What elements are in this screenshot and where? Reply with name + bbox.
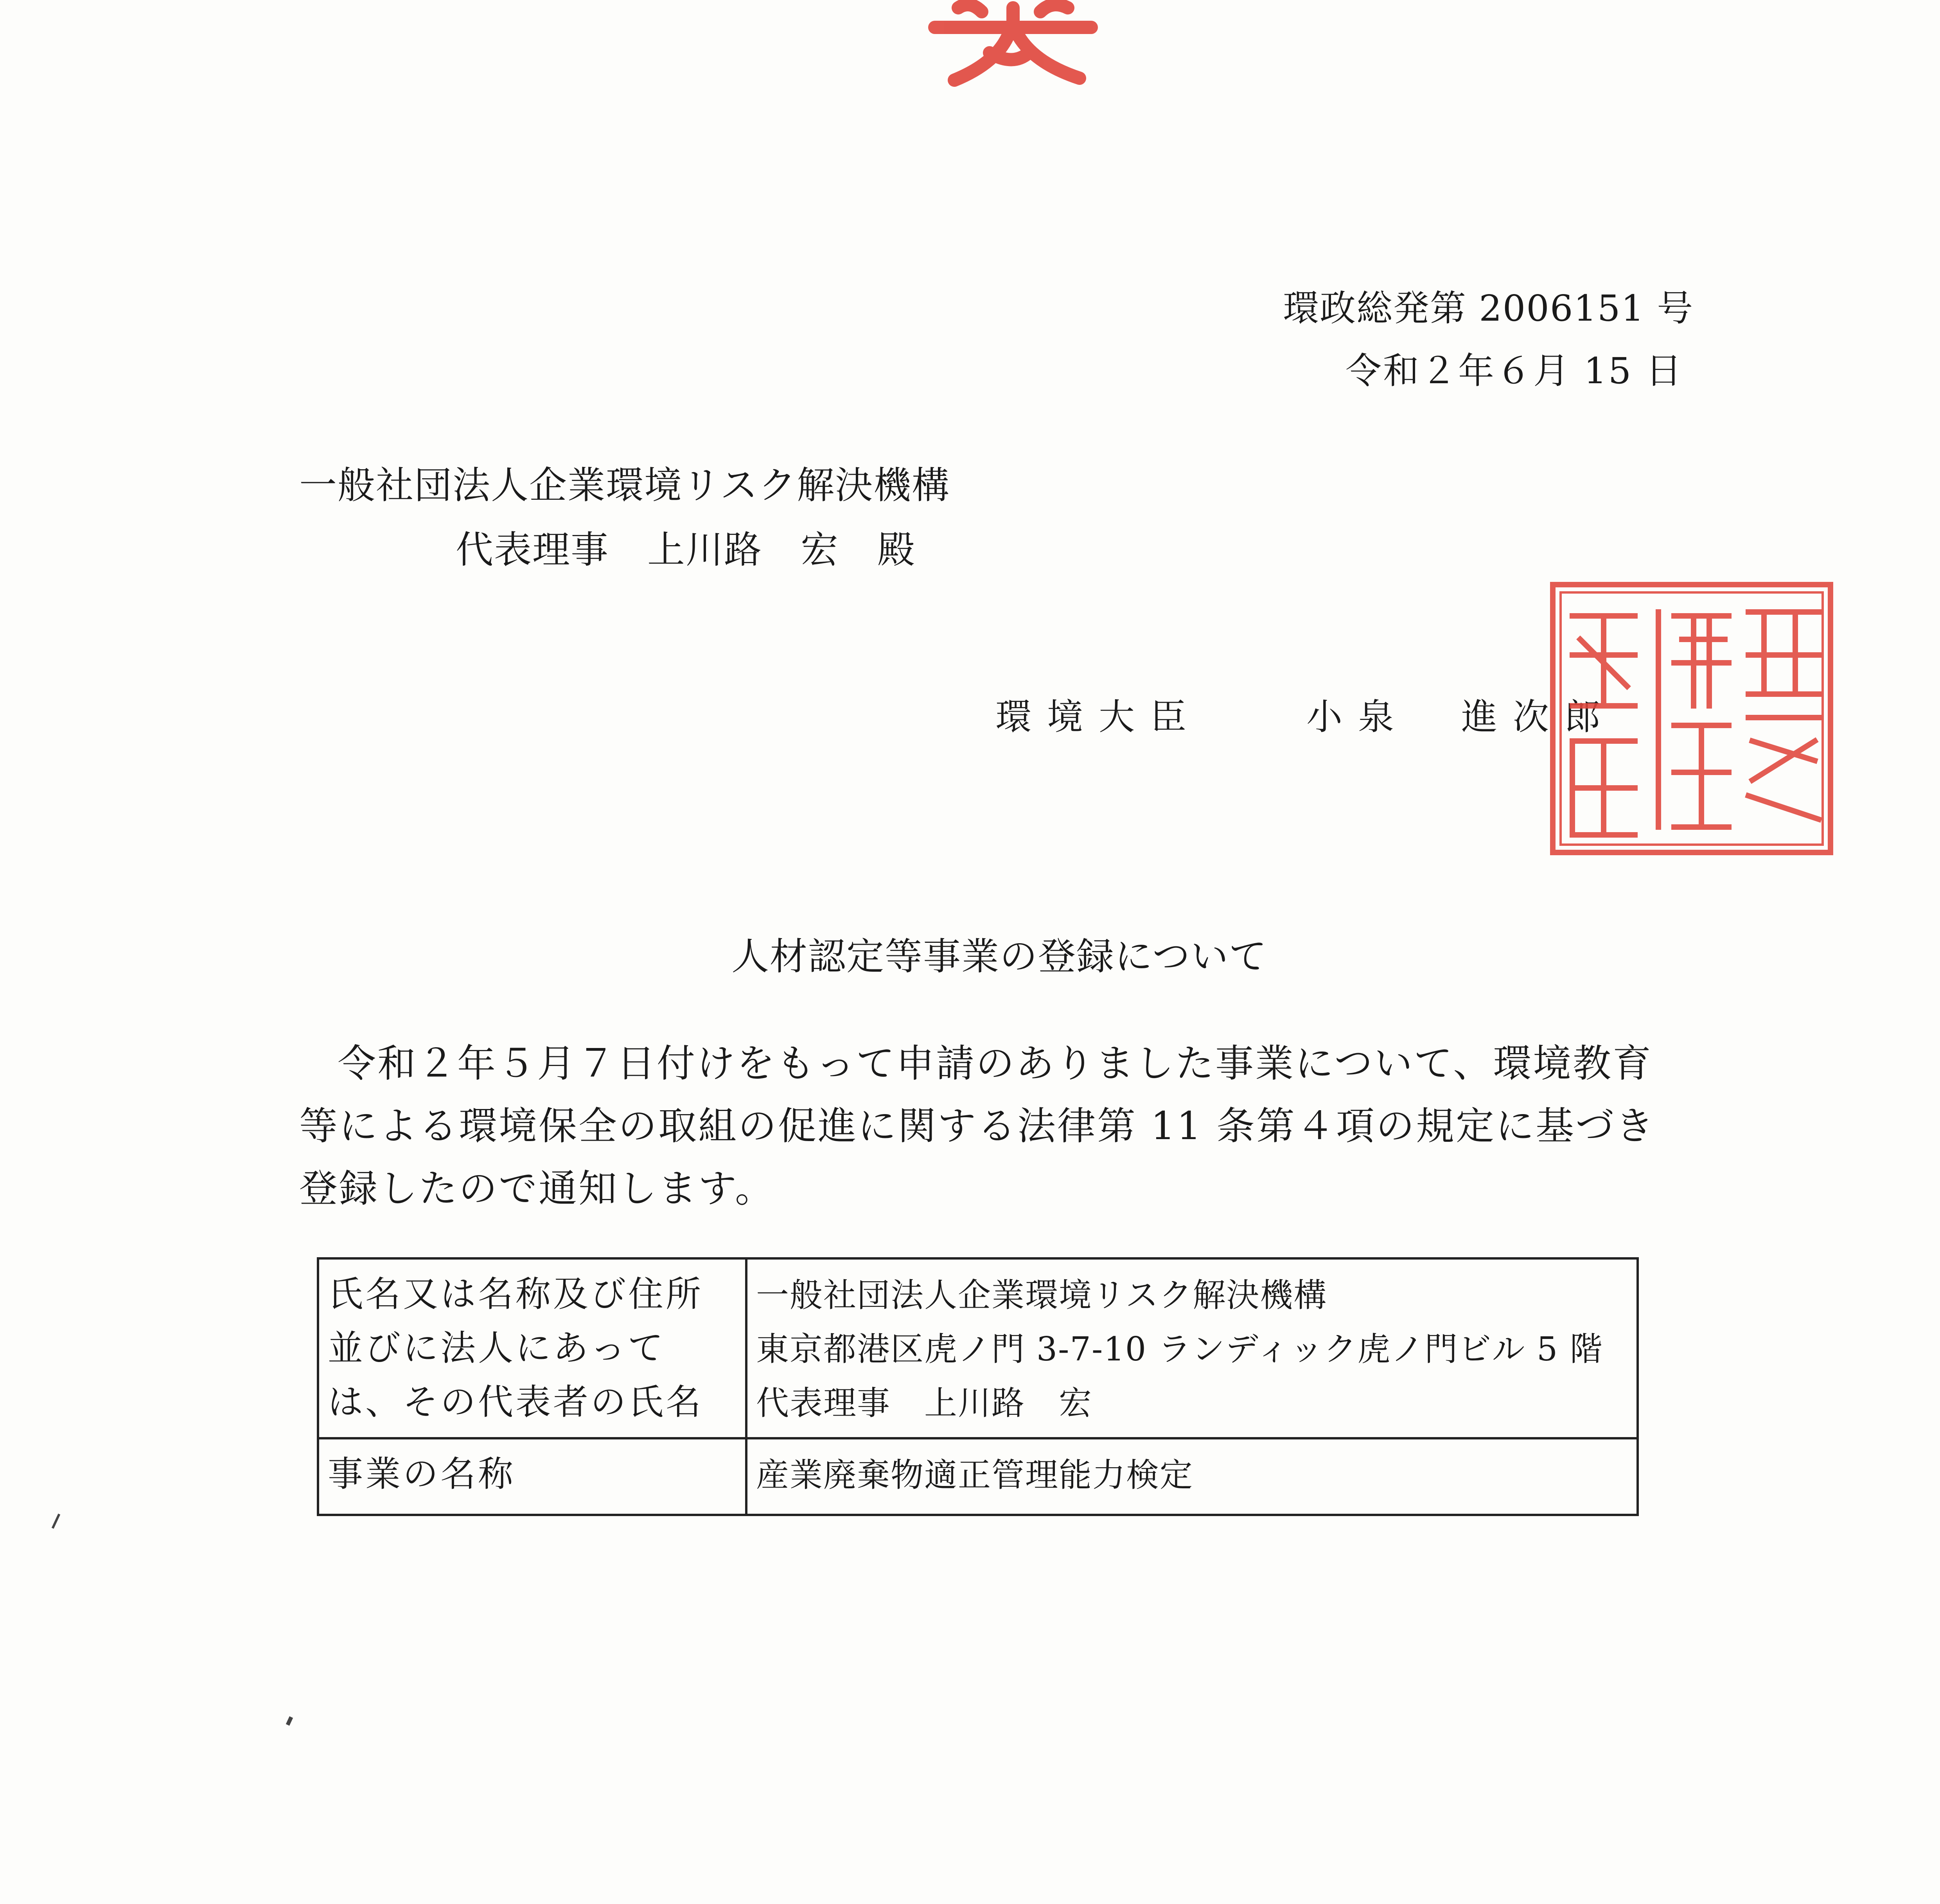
- official-seal-image: [1545, 577, 1838, 860]
- table-label-name-address: 氏名又は名称及び住所並びに法人にあっては、その代表者の氏名: [318, 1258, 746, 1438]
- red-stamp-top: [911, 0, 1115, 102]
- table-row: [318, 1258, 1638, 1438]
- value-representative: 代表理事 上川路 宏: [756, 1384, 1093, 1422]
- body-paragraph: 令和２年５月７日付けをもって申請のありました事業について、環境教育等による環境保全の取組の促進に関する法律第 11 条第４項の規定に基づき登録したので通知します。: [299, 1041, 1656, 1211]
- table-value-business-name: 産業廃棄物適正管理能力検定: [746, 1438, 1638, 1515]
- scan-speck: [52, 1514, 60, 1529]
- scan-speck: [286, 1716, 293, 1726]
- sender-title: 環境大臣: [995, 696, 1202, 738]
- document-date: 令和２年６月 15 日: [1345, 350, 1683, 392]
- document-number: 環政総発第 2006151 号: [1283, 287, 1694, 329]
- table-value-name-address: [746, 1258, 1638, 1438]
- recipient-organization: 一般社団法人企業環境リスク解決機構: [299, 463, 950, 507]
- sender-name: 小泉 進次郎: [1306, 696, 1617, 738]
- value-address: 東京都港区虎ノ門 3-7-10 ランディック虎ノ門ビル 5 階: [756, 1330, 1604, 1368]
- value-organization: 一般社団法人企業環境リスク解決機構: [756, 1276, 1327, 1314]
- table-label-business-name: 事業の名称: [318, 1438, 746, 1515]
- recipient-representative: 代表理事 上川路 宏 殿: [456, 528, 916, 572]
- table-row: [318, 1438, 1638, 1515]
- registration-info-table: [317, 1257, 1639, 1516]
- subject-heading: 人材認定等事業の登録について: [731, 935, 1268, 978]
